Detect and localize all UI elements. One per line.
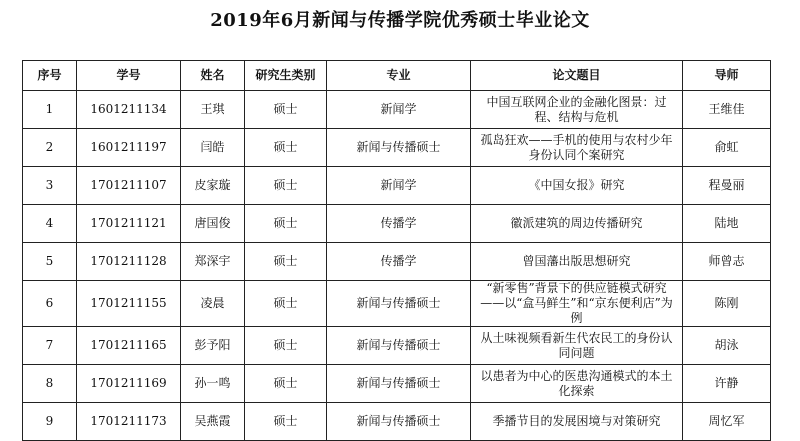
table-row [23, 403, 771, 441]
table-row [23, 365, 771, 403]
degree-type-cell: 硕士 [245, 91, 327, 129]
advisor-cell: 许静 [683, 365, 771, 403]
major-cell: 新闻学 [327, 91, 471, 129]
thesis-title-cell: 以患者为中心的医患沟通模式的本土化探索 [471, 365, 683, 403]
major-cell: 新闻与传播硕士 [327, 365, 471, 403]
header-cell: 导师 [683, 61, 771, 91]
advisor-cell: 俞虹 [683, 129, 771, 167]
major-cell: 新闻与传播硕士 [327, 281, 471, 327]
student-id-cell: 1601211197 [77, 129, 181, 167]
name-cell: 唐国俊 [181, 205, 245, 243]
student-id-cell: 1601211134 [77, 91, 181, 129]
header-cell: 论文题目 [471, 61, 683, 91]
index-cell: 9 [23, 403, 77, 441]
advisor-cell: 陈刚 [683, 281, 771, 327]
page-title: 2019年6月新闻与传播学院优秀硕士毕业论文 [210, 10, 590, 31]
header-cell: 研究生类别 [245, 61, 327, 91]
name-cell: 彭予阳 [181, 327, 245, 365]
major-cell: 传播学 [327, 243, 471, 281]
degree-type-cell: 硕士 [245, 327, 327, 365]
index-cell: 4 [23, 205, 77, 243]
thesis-title-cell: 中国互联网企业的金融化图景：过程、结构与危机 [471, 91, 683, 129]
thesis-title-cell: 孤岛狂欢——手机的使用与农村少年身份认同个案研究 [471, 129, 683, 167]
advisor-cell: 胡泳 [683, 327, 771, 365]
major-cell: 传播学 [327, 205, 471, 243]
student-id-cell: 1701211169 [77, 365, 181, 403]
degree-type-cell: 硕士 [245, 205, 327, 243]
student-id-cell: 1701211107 [77, 167, 181, 205]
degree-type-cell: 硕士 [245, 167, 327, 205]
header-cell: 姓名 [181, 61, 245, 91]
table-row [23, 205, 771, 243]
advisor-cell: 周忆军 [683, 403, 771, 441]
index-cell: 1 [23, 91, 77, 129]
table-row [23, 167, 771, 205]
student-id-cell: 1701211165 [77, 327, 181, 365]
major-cell: 新闻学 [327, 167, 471, 205]
name-cell: 凌晨 [181, 281, 245, 327]
index-cell: 5 [23, 243, 77, 281]
advisor-cell: 陆地 [683, 205, 771, 243]
index-cell: 6 [23, 281, 77, 327]
table-row [23, 327, 771, 365]
student-id-cell: 1701211121 [77, 205, 181, 243]
student-id-cell: 1701211173 [77, 403, 181, 441]
name-cell: 闫皓 [181, 129, 245, 167]
thesis-table [22, 60, 771, 441]
name-cell: 王琪 [181, 91, 245, 129]
advisor-cell: 程曼丽 [683, 167, 771, 205]
student-id-cell: 1701211128 [77, 243, 181, 281]
table-row [23, 129, 771, 167]
index-cell: 8 [23, 365, 77, 403]
major-cell: 新闻与传播硕士 [327, 403, 471, 441]
major-cell: 新闻与传播硕士 [327, 327, 471, 365]
degree-type-cell: 硕士 [245, 243, 327, 281]
thesis-title-cell: “新零售”背景下的供应链模式研究——以“盒马鲜生”和“京东便利店”为例 [471, 281, 683, 327]
degree-type-cell: 硕士 [245, 129, 327, 167]
degree-type-cell: 硕士 [245, 403, 327, 441]
index-cell: 7 [23, 327, 77, 365]
header-cell: 专业 [327, 61, 471, 91]
advisor-cell: 王维佳 [683, 91, 771, 129]
thesis-title-cell: 《中国女报》研究 [471, 167, 683, 205]
index-cell: 3 [23, 167, 77, 205]
header-cell: 学号 [77, 61, 181, 91]
name-cell: 皮家璇 [181, 167, 245, 205]
major-cell: 新闻与传播硕士 [327, 129, 471, 167]
table-row [23, 281, 771, 327]
name-cell: 郑深宇 [181, 243, 245, 281]
degree-type-cell: 硕士 [245, 365, 327, 403]
degree-type-cell: 硕士 [245, 281, 327, 327]
thesis-title-cell: 徽派建筑的周边传播研究 [471, 205, 683, 243]
header-cell: 序号 [23, 61, 77, 91]
thesis-title-cell: 季播节目的发展困境与对策研究 [471, 403, 683, 441]
table-header-row [23, 61, 771, 91]
table-row [23, 91, 771, 129]
thesis-title-cell: 从土味视频看新生代农民工的身份认同问题 [471, 327, 683, 365]
name-cell: 吴燕霞 [181, 403, 245, 441]
thesis-title-cell: 曾国藩出版思想研究 [471, 243, 683, 281]
table-row [23, 243, 771, 281]
name-cell: 孙一鸣 [181, 365, 245, 403]
index-cell: 2 [23, 129, 77, 167]
advisor-cell: 师曾志 [683, 243, 771, 281]
student-id-cell: 1701211155 [77, 281, 181, 327]
